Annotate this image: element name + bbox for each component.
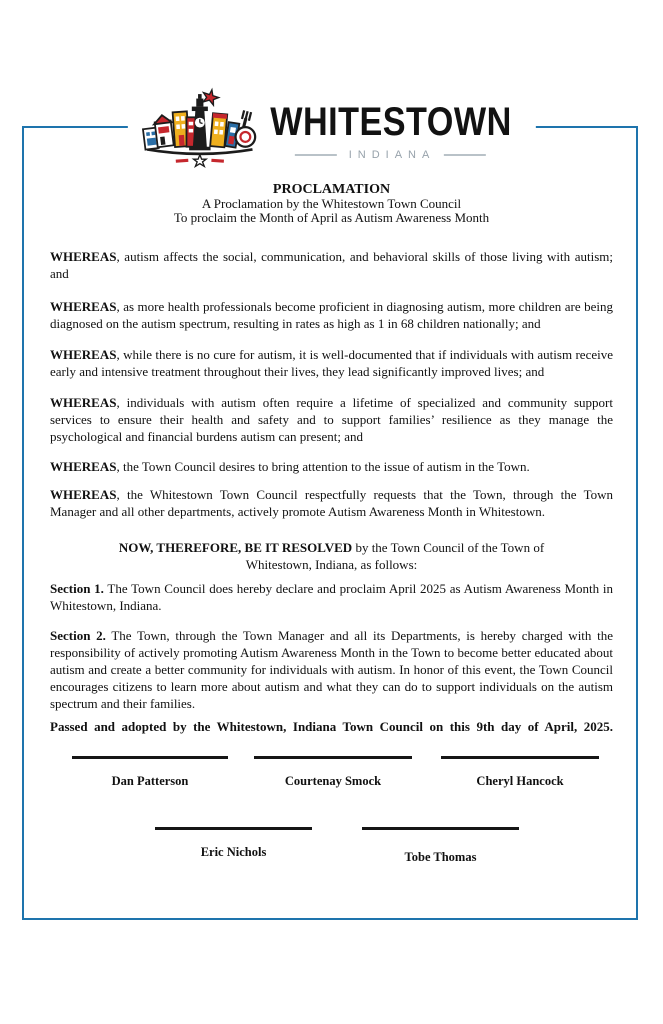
whereas-text: , autism affects the social, communication, and behavioral skills of those living with autism; and [50,249,613,281]
town-logo-state-row [295,149,487,161]
resolution-lead: NOW, THEREFORE, BE IT RESOLVED [118,540,353,555]
state-divider-left [295,154,337,156]
town-logo-text [263,98,517,161]
whereas-lead: WHEREAS [50,395,117,410]
whereas-lead: WHEREAS [50,487,117,502]
signature-block-courtenay-smock [254,756,412,789]
section-2-lead: Section 2. [50,628,106,643]
whereas-lead: WHEREAS [50,459,117,474]
resolution-line2: Whitestown, Indiana, as follows: [245,557,418,572]
signature-name: Dan Patterson [111,774,189,788]
section-1-lead: Section 1. [50,581,104,596]
whereas-text: , the Whitestown Town Council respectfully requests that the Town, through the Town Manager and all other departments, actively promote Autism Awareness Month in Whitestown. [50,487,613,519]
whereas-clause-3 [50,346,613,380]
signature-block-tobe-thomas [362,827,519,865]
proclamation-body [50,248,613,735]
town-logo [127,82,535,176]
title-block [0,183,663,224]
signature-line [441,756,599,759]
section-1-text: The Town Council does hereby declare and proclaim April 2025 as Autism Awareness Month in Whitestown, Indiana. [50,581,613,613]
town-logo-name: WHITESTOWN [269,98,512,144]
whereas-text: , while there is no cure for autism, it is well-documented that if individuals with autism receive early and intensive treatment throughout their lives, they lead significantly improved lives; and [50,347,613,379]
signature-name: Eric Nichols [200,845,267,859]
town-logo-illustration [141,84,257,172]
signature-block-dan-patterson [72,756,228,789]
section-2-text: The Town, through the Town Manager and all its Departments, is hereby charged with the responsibility of actively promoting Autism Awareness Month in the Town to become better educated about autism and create a better community for individuals with autism. In honor of this event, the Town Council encourages citizens to learn more about autism and what they can do to support individuals on the autism spectrum and their families. [50,628,613,711]
proclamation-subtitle-2: To proclaim the Month of April as Autism Awareness Month [173,209,490,225]
signature-line [254,756,412,759]
state-divider-right [444,154,486,156]
signature-block-cheryl-hancock [441,756,599,789]
signature-name: Tobe Thomas [404,850,477,864]
whereas-clause-4 [50,394,613,445]
signature-line [72,756,228,759]
whereas-clause-1 [50,248,613,282]
section-1-paragraph [50,580,613,614]
signature-name: Courtenay Smock [284,774,382,788]
whereas-lead: WHEREAS [50,249,117,264]
signature-line [155,827,312,830]
signature-block-eric-nichols [155,827,312,860]
whereas-text: , as more health professionals become proficient in diagnosing autism, more children are being diagnosed on the autism spectrum, resulting in rates as high as 1 in 68 children nationally; and [50,299,613,331]
whereas-clause-5 [50,458,613,475]
signature-name: Cheryl Hancock [476,774,564,788]
whereas-lead: WHEREAS [50,347,117,362]
proclamation-heading: PROCLAMATION [272,182,391,197]
resolution-text: by the Town Council of the Town of [352,540,545,555]
town-logo-state: INDIANA [348,148,436,161]
whereas-lead: WHEREAS [50,299,117,314]
adoption-statement: Passed and adopted by the Whitestown, Indiana Town Council on this 9th day of April, 2025. [50,719,613,734]
proclamation-subtitle-1: A Proclamation by the Whitestown Town Council [201,196,462,211]
whereas-text: , the Town Council desires to bring attention to the issue of autism in the Town. [116,459,530,474]
section-2-paragraph [50,627,613,712]
signature-line [362,827,519,830]
whereas-clause-6 [50,486,613,520]
whereas-text: , individuals with autism often require a lifetime of specialized and community support services to ensure their health and safety and to support families’ resilience as they manage the psychological and financial burdens autism can present; and [50,395,613,444]
whereas-clause-2 [50,298,613,332]
resolution-statement [50,539,613,573]
